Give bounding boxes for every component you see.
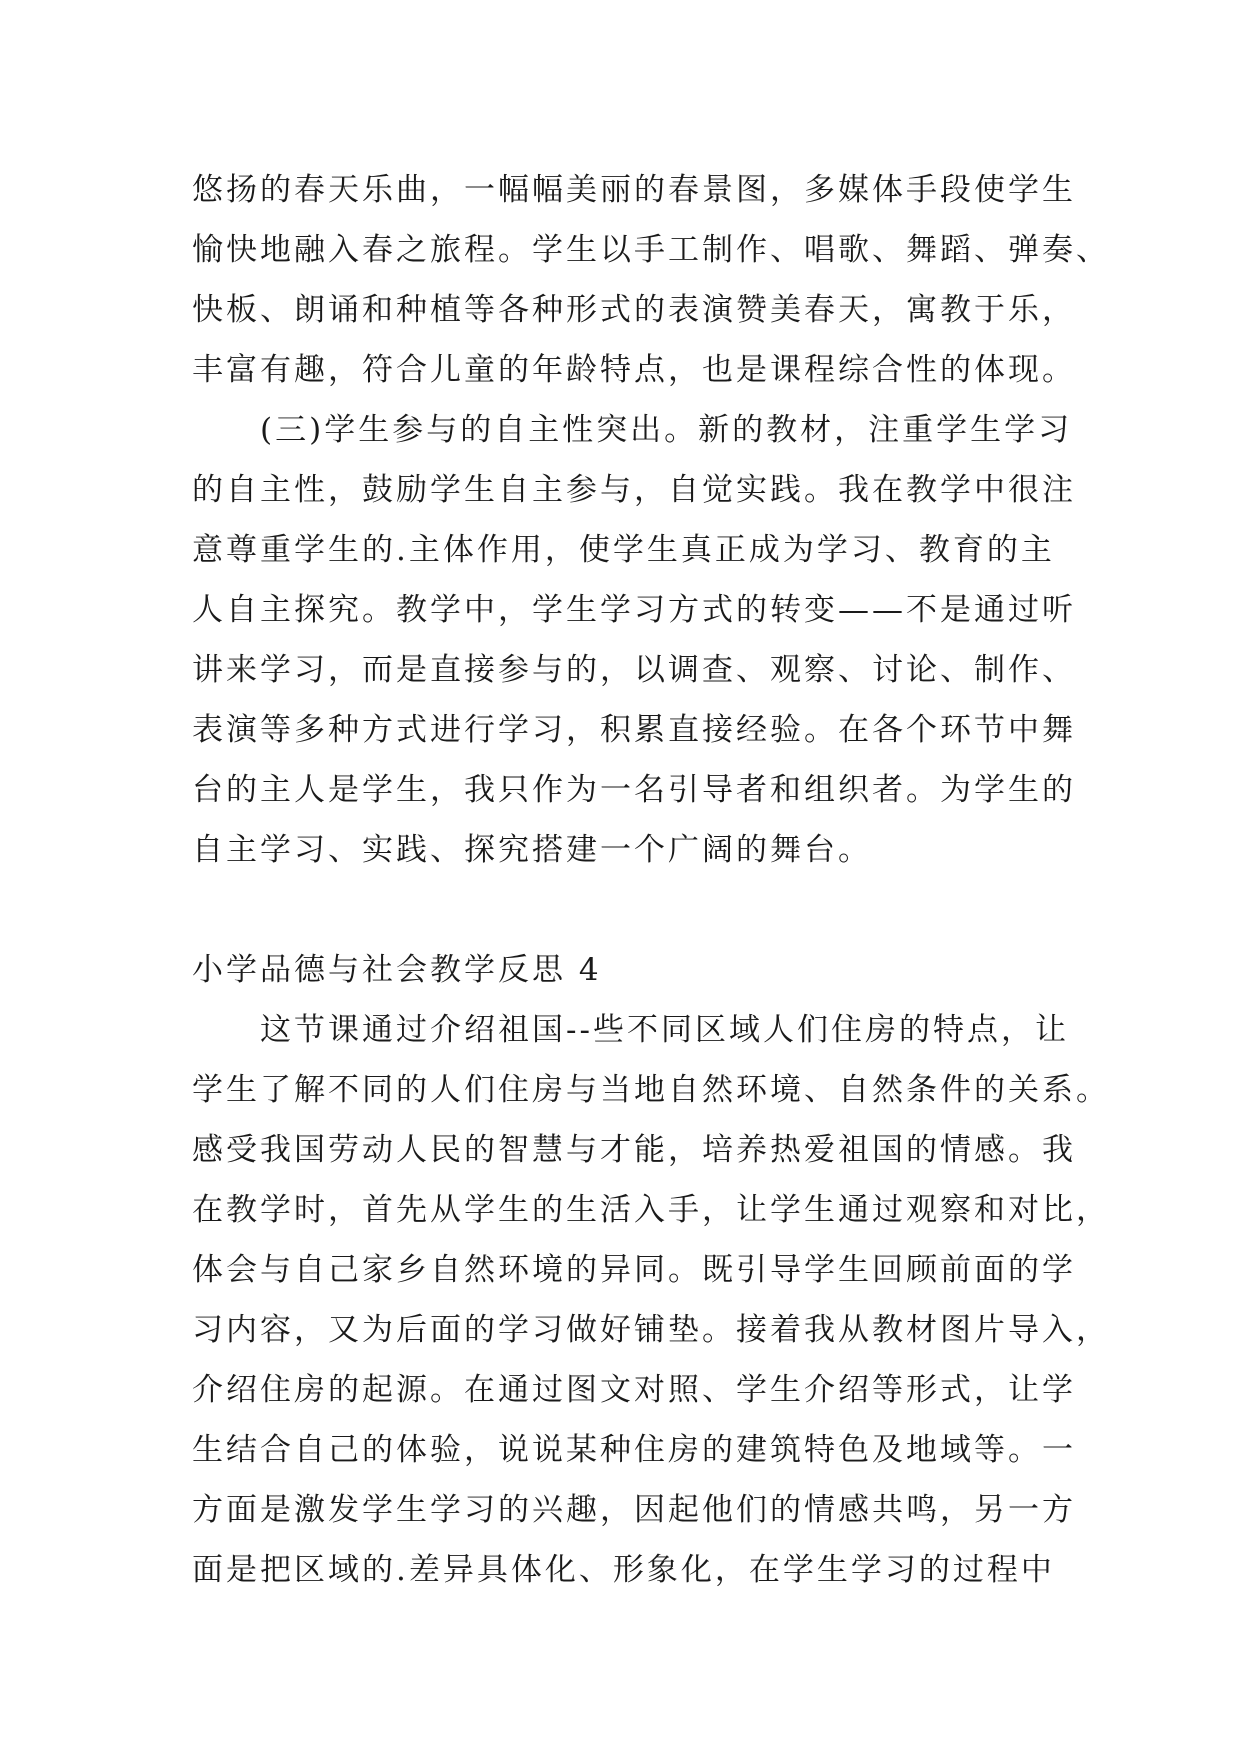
text-line: 这节课通过介绍祖国--些不同区域人们住房的特点，让 (192, 1012, 1069, 1048)
text-line: 人自主探究。教学中，学生学习方式的转变——不是通过听 (192, 592, 1076, 628)
blank-line (192, 880, 1052, 940)
text-line: 习内容，又为后面的学习做好铺垫。接着我从教材图片导入， (192, 1312, 1110, 1348)
text-line: 丰富有趣，符合儿童的年龄特点，也是课程综合性的体现。 (192, 352, 1076, 388)
text-line: 快板、朗诵和种植等各种形式的表演赞美春天，寓教于乐， (192, 292, 1076, 328)
text-line: 自主学习、实践、探究搭建一个广阔的舞台。 (192, 832, 872, 868)
text-line: 意尊重学生的.主体作用，使学生真正成为学习、教育的主 (192, 532, 1055, 568)
text-line: 介绍住房的起源。在通过图文对照、学生介绍等形式，让学 (192, 1372, 1076, 1408)
document-body (192, 160, 1110, 1600)
text-line: 生结合自己的体验，说说某种住房的建筑特色及地域等。一 (192, 1432, 1076, 1468)
text-line: (三)学生参与的自主性突出。新的教材，注重学生学习 (192, 412, 1073, 448)
section-heading: 小学品德与社会教学反思 4 (192, 952, 602, 988)
text-line: 在教学时，首先从学生的生活入手，让学生通过观察和对比， (192, 1192, 1110, 1228)
text-line: 面是把区域的.差异具体化、形象化，在学生学习的过程中 (192, 1552, 1055, 1588)
text-line: 的自主性，鼓励学生自主参与，自觉实践。我在教学中很注 (192, 472, 1076, 508)
text-line: 讲来学习，而是直接参与的，以调查、观察、讨论、制作、 (192, 652, 1076, 688)
text-line: 方面是激发学生学习的兴趣，因起他们的情感共鸣，另一方 (192, 1492, 1076, 1528)
text-line: 愉快地融入春之旅程。学生以手工制作、唱歌、舞蹈、弹奏、 (192, 232, 1110, 268)
text-line: 表演等多种方式进行学习，积累直接经验。在各个环节中舞 (192, 712, 1076, 748)
text-line: 学生了解不同的人们住房与当地自然环境、自然条件的关系。 (192, 1072, 1110, 1108)
text-line: 悠扬的春天乐曲，一幅幅美丽的春景图，多媒体手段使学生 (192, 172, 1076, 208)
text-line: 体会与自己家乡自然环境的异同。既引导学生回顾前面的学 (192, 1252, 1076, 1288)
text-line: 台的主人是学生，我只作为一名引导者和组织者。为学生的 (192, 772, 1076, 808)
text-line: 感受我国劳动人民的智慧与才能，培养热爱祖国的情感。我 (192, 1132, 1076, 1168)
